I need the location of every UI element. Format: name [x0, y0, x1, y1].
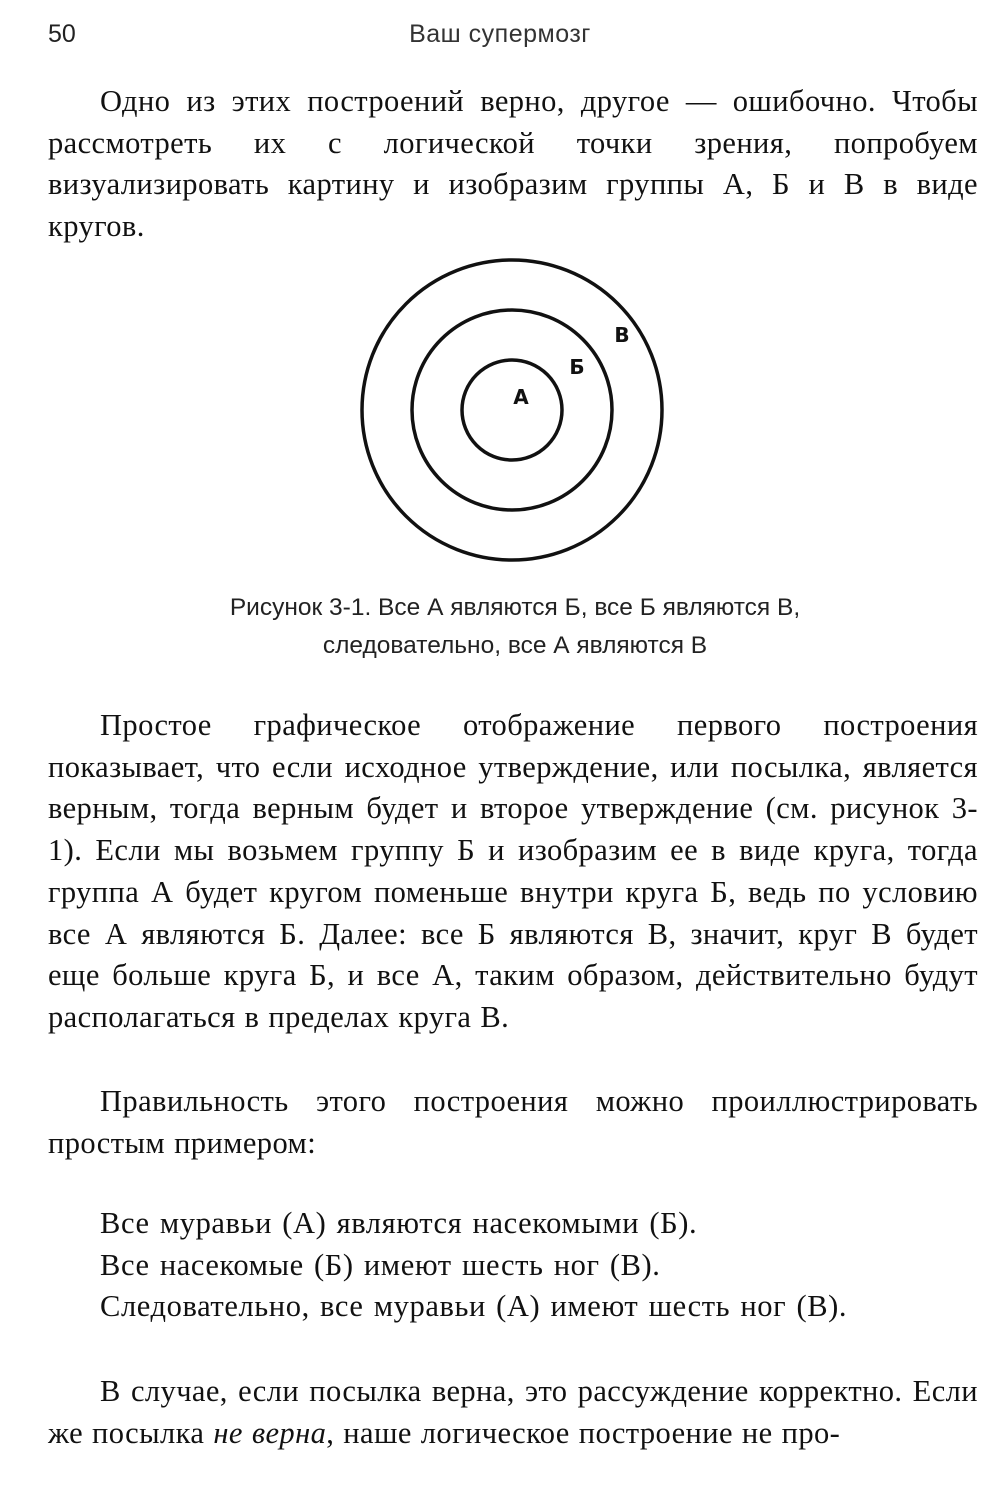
- label-inner-a: А: [513, 385, 529, 409]
- nested-circles-figure: [360, 258, 670, 568]
- figure-caption: [0, 589, 1000, 665]
- conclusion-text-end: , наше логическое построение не про-: [326, 1415, 841, 1450]
- label-outer-v: В: [614, 323, 630, 347]
- inner-circle-a: [462, 360, 562, 460]
- outer-circle-v: [362, 260, 662, 560]
- running-title: Ваш супермозг: [409, 20, 591, 48]
- figure-caption-line-1: Рисунок 3-1. Все А являются Б, все Б являются В,: [229, 594, 801, 621]
- page-number: 50: [48, 20, 76, 48]
- label-middle-b: Б: [569, 355, 585, 379]
- syllogism-line-3: Следовательно, все муравьи (А) имеют шесть ног (В).: [100, 1289, 848, 1323]
- explanation-paragraph: Простое графическое отображение первого построения показывает, что если исходное утверждение, или посылка, является верным, тогда верным будет и второе утверждение (см. рисунок 3-1). Если мы возьмем группу Б и изобразим ее в виде круга, тогда группа А будет кругом поменьше внутри круга Б, ведь по условию все А являются Б. Далее: все Б являются В, значит, круг В будет еще больше круга Б, и все А, таким образом, действительно будут располагаться в пределах круга В.: [48, 708, 978, 1034]
- illustrate-paragraph: Правильность этого построения можно проиллюстрировать простым примером:: [48, 1084, 978, 1160]
- syllogism-example: [100, 1203, 980, 1328]
- middle-circle-b: [412, 310, 612, 510]
- intro-paragraph: Одно из этих построений верно, другое — ошибочно. Чтобы рассмотреть их с логической точки зрения, попробуем визуализировать картину и изобразим группы А, Б и В в виде кругов.: [48, 84, 978, 244]
- conclusion-paragraph: [48, 1371, 978, 1454]
- figure-caption-line-2: следовательно, все А являются В: [322, 632, 708, 659]
- syllogism-line-2: Все насекомые (Б) имеют шесть ног (В).: [100, 1247, 661, 1282]
- syllogism-line-1: Все муравьи (А) являются насекомыми (Б).: [100, 1206, 698, 1240]
- conclusion-emphasis: не верна: [213, 1415, 327, 1450]
- nested-circles-diagram: [360, 258, 670, 568]
- conclusion-text-start: В случае, если посылка верна, это рассуждение корректно. Если же посылка: [48, 1374, 978, 1450]
